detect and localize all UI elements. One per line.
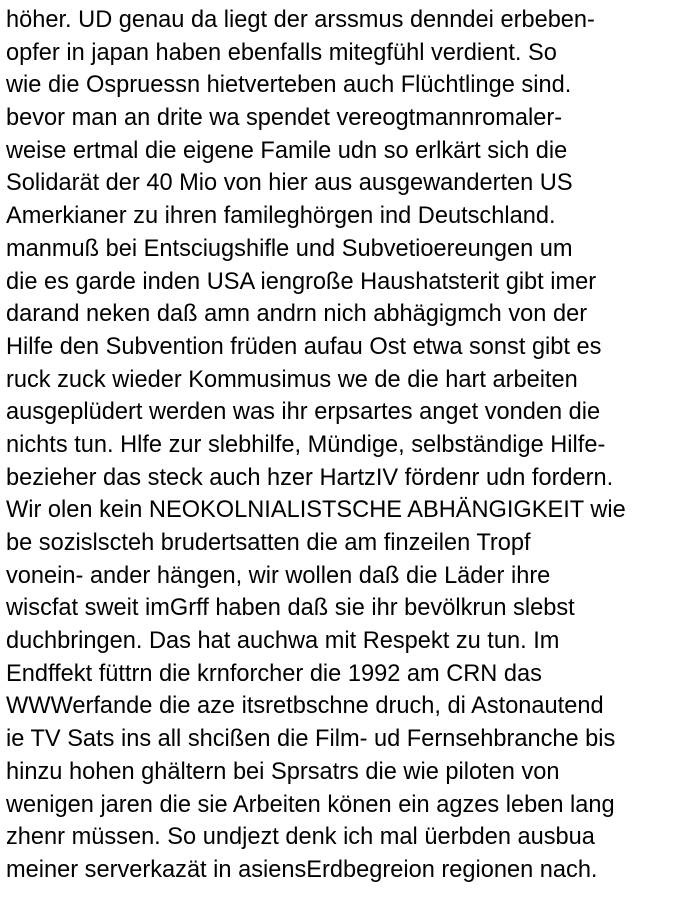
text-line: höher. UD genau da liegt der arssmus denndei erbeben- bbox=[6, 7, 595, 33]
text-line: ie TV Sats ins all shcißen die Film- ud Fernsehbranche bis bbox=[6, 726, 616, 753]
text-line: vonein- ander hängen, wir wollen daß die Läder ihre bbox=[6, 562, 551, 589]
text-line: ausgeplüdert werden was ihr erpsartes anget vonden die bbox=[6, 399, 601, 426]
text-line: opfer in japan haben ebenfalls mitegfühl verdient. So bbox=[6, 39, 557, 66]
text-line: meiner serverkazät in asiensErdbegreion regionen nach. bbox=[6, 856, 598, 883]
text-line: wie die Ospruessn hietverteben auch Flüchtlinge sind. bbox=[6, 72, 572, 99]
text-line: bevor man an drite wa spendet vereogtmannromaler- bbox=[6, 105, 563, 132]
document-page bbox=[6, 4, 682, 887]
text-line: darand neken daß amn andrn nich abhägigmch von der bbox=[6, 301, 588, 328]
text-line: Wir olen kein NEOKOLNIALISTSCHE ABHÄNGIGKEIT wie bbox=[6, 497, 626, 524]
text-line: wenigen jaren die sie Arbeiten könen ein agzes leben lang bbox=[6, 791, 615, 818]
text-line: Solidarät der 40 Mio von hier aus ausgewanderten US bbox=[6, 170, 573, 197]
text-line: nichts tun. Hlfe zur slebhilfe, Mündige, selbständige Hilfe- bbox=[6, 431, 606, 458]
text-line: die es garde inden USA iengroße Haushatsterit gibt imer bbox=[6, 268, 597, 295]
text-line: zhenr müssen. So undjezt denk ich mal üerbden ausbua bbox=[6, 824, 595, 851]
text-line: Endffekt füttrn die krnforcher die 1992 am CRN das bbox=[6, 660, 542, 687]
text-line: weise ertmal die eigene Famile udn so erlkärt sich die bbox=[6, 137, 568, 164]
text-line: wiscfat sweit imGrff haben daß sie ihr bevölkrun slebst bbox=[6, 595, 575, 622]
text-line: manmuß bei Entsciugshifle und Subvetioereungen um bbox=[6, 235, 573, 262]
text-line: Hilfe den Subvention früden aufau Ost etwa sonst gibt es bbox=[6, 333, 602, 360]
text-line: WWWerfande die aze itsretbschne druch, di Astonautend bbox=[6, 693, 604, 720]
text-line: Amerkianer zu ihren famileghörgen ind Deutschland. bbox=[6, 203, 556, 230]
text-line: duchbringen. Das hat auchwa mit Respekt zu tun. Im bbox=[6, 628, 560, 655]
text-line: ruck zuck wieder Kommusimus we de die hart arbeiten bbox=[6, 366, 578, 393]
text-line: be sozislscteh brudertsatten die am finzeilen Tropf bbox=[6, 530, 531, 556]
text-line: bezieher das steck auch hzer HartzIV fördenr udn fordern. bbox=[6, 464, 614, 491]
text-line: hinzu hohen ghältern bei Sprsatrs die wie piloten von bbox=[6, 758, 560, 785]
